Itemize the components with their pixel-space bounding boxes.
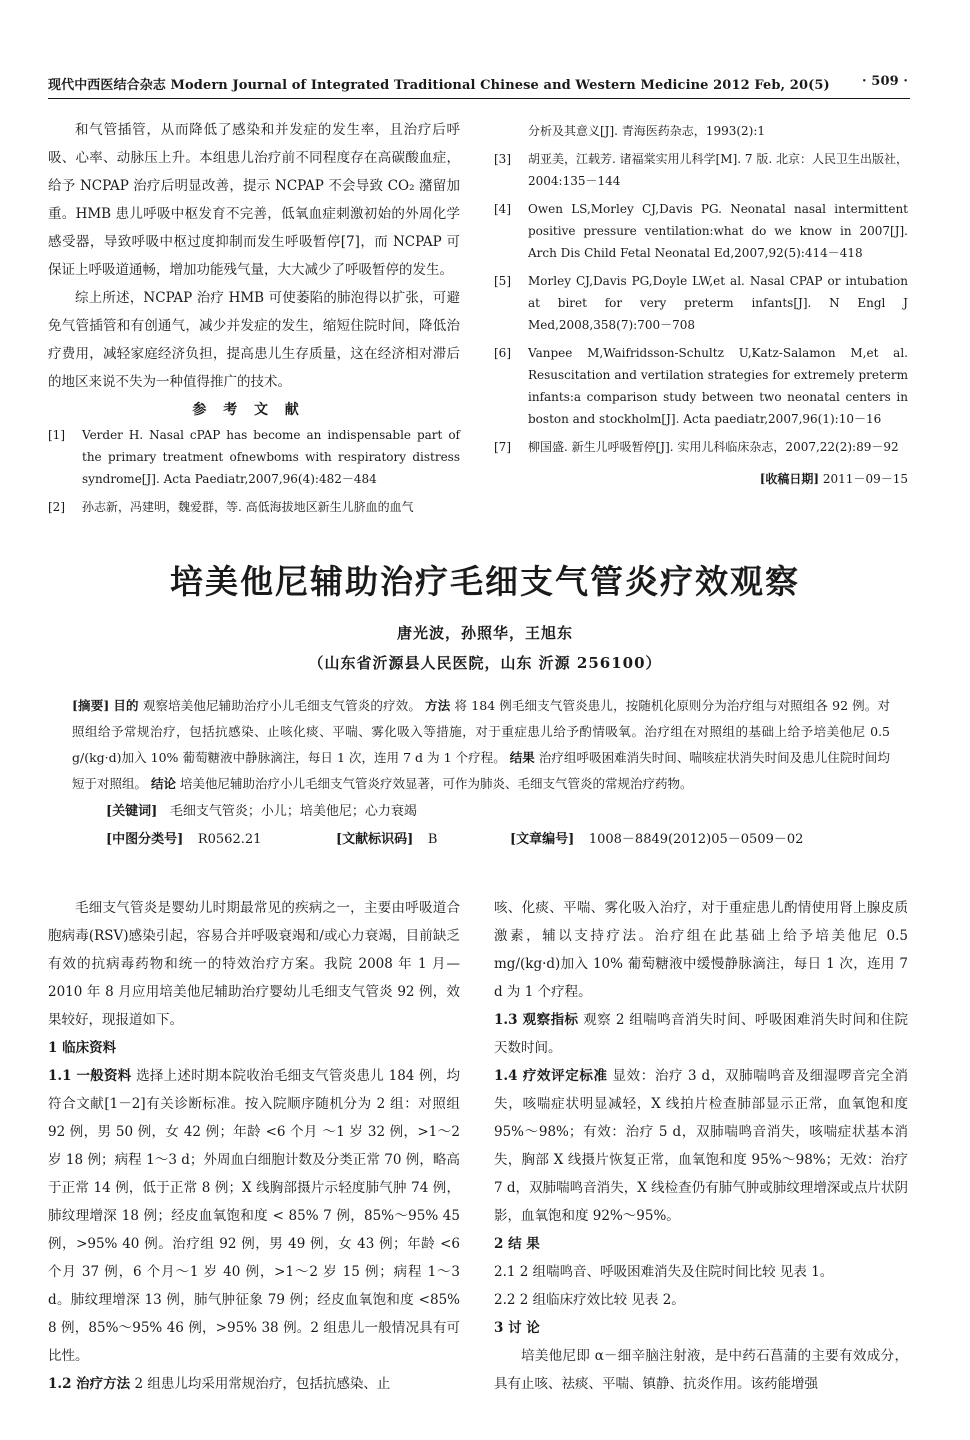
received-label: [收稿日期] <box>759 472 820 486</box>
subsection-heading: 1.2 治疗方法 <box>48 1376 131 1392</box>
reference-number: [5] <box>494 274 511 288</box>
clc-label: [中图分类号] <box>106 832 184 847</box>
subsection-1-2 <box>48 1370 460 1398</box>
section-heading: 3 讨 论 <box>494 1320 540 1336</box>
reference-text: 胡亚美，江载芳. 诸福棠实用儿科学[M]. 7 版. 北京：人民卫生出版社，2004:135－144 <box>528 152 908 188</box>
article-number-value: 1008－8849(2012)05－0509－02 <box>588 832 804 847</box>
doc-code <box>336 828 437 847</box>
references-title: 参考文献 <box>192 402 316 418</box>
prev-paragraph: 和气管插管，从而降低了感染和并发症的发生率，且治疗后呼吸、心率、动脉压上升。本组患儿治疗前不同程度存在高碳酸血症，给予 NCPAP 治疗后明显改善，提示 NCPAP 不会导致 CO₂ 潴留加重。HMB 患儿呼吸中枢发育不完善，低氧血症刺激初始的外周化学感受器，导致呼吸中枢过度抑制而发生呼吸暂停[7]，而 NCPAP 可保证上呼吸道通畅，增加功能残气量，大大减少了呼吸暂停的发生。 <box>48 122 460 278</box>
subsection-1-1 <box>48 1062 460 1370</box>
header-rule <box>48 98 910 99</box>
article-title: 培美他尼辅助治疗毛细支气管炎疗效观察 <box>170 562 800 601</box>
doc-code-label: [文献标识码] <box>336 832 414 847</box>
reference-number: [6] <box>494 346 511 360</box>
received-date <box>494 470 908 487</box>
running-header <box>48 74 908 93</box>
keywords-label: [关键词] <box>106 804 158 819</box>
method-label: 方法 <box>425 698 451 713</box>
subsection-heading: 1.3 观察指标 <box>494 1012 579 1028</box>
article-number-label: [文章编号] <box>510 832 575 847</box>
reference-number: [7] <box>494 440 511 454</box>
discussion-paragraph: 培美他尼即 α－细辛脑注射液，是中药石菖蒲的主要有效成分，具有止咳、祛痰、平喘、镇静、抗炎作用。该药能增强 <box>494 1348 908 1392</box>
reference-text: Verder H. Nasal cPAP has become an indispensable part of the primary treatment ofnewboms with respiratory distress syndrome[J]. Acta Paediatr,2007,96(4):482－484 <box>82 428 460 486</box>
received-value: 2011－09－15 <box>822 472 908 486</box>
subsection-text: 2 组患儿均采用常规治疗，包括抗感染、止 <box>134 1376 391 1392</box>
subsection-2-1: 2.1 2 组喘鸣音、呼吸困难消失及住院时间比较 见表 1。 <box>494 1264 834 1280</box>
subsection-heading: 1.1 一般资料 <box>48 1068 132 1084</box>
reference-text: Owen LS,Morley CJ,Davis PG. Neonatal nasal intermittent positive pressure ventilation:what do we know in 2007[J]. Arch Dis Child Fetal Neonatal Ed,2007,92(5):414－418 <box>528 202 908 260</box>
doc-code-value: B <box>427 832 438 847</box>
reference-item <box>48 424 460 490</box>
subsection-text: 选择上述时期本院收治毛细支气管炎患儿 184 例，均符合文献[1－2]有关诊断标准。按入院顺序随机分为 2 组：对照组 92 例，男 50 例，女 42 例；年龄 <6 个月 ～1 岁 32 例，>1～2 岁 18 例；病程 1～3 d；外周血白细胞计数及分类正常 70 例，略高于正常 14 例，低于正常 8 例；X 线胸部摄片示轻度肺气肿 74 例，肺纹理增深 18 例；经皮血氧饱和度 < 85% 7 例，85%～95% 45 例，>95% 40 例。治疗组 92 例，男 49 例，女 43 例；年龄 <6 个月 37 例，6 个月～1 岁 40 例，>1～2 岁 15 例；病程 1～3 d。肺纹理增深 13 例，肺气肿征象 79 例；经皮血氧饱和度 <85% 8 例，85%～95% 46 例，>95% 38 例。2 组患儿一般情况具有可比性。 <box>48 1068 461 1364</box>
abstract <box>72 693 890 797</box>
reference-item <box>494 270 908 336</box>
result-text: 治疗组呼吸困难消失时间、喘咳症状消失时间及患儿住院时间均短于对照组。 <box>72 750 890 791</box>
objective-text: 观察培美他尼辅助治疗小儿毛细支气管炎的疗效。 <box>142 698 421 713</box>
article-number <box>510 828 803 847</box>
reference-item <box>494 148 908 192</box>
reference-number: [4] <box>494 202 511 216</box>
section-heading: 1 临床资料 <box>48 1040 117 1056</box>
reference-number: [2] <box>48 500 65 514</box>
body-right-column <box>494 894 908 1398</box>
subsection-text: 显效：治疗 3 d，双肺喘鸣音及细湿啰音完全消失，咳喘症状明显减轻，X 线拍片检查肺部显示正常，血氧饱和度 95%～98%；有效：治疗 5 d，双肺喘鸣音消失，咳喘症状基本消失，胸部 X 线摄片恢复正常，血氧饱和度 95%～98%；无效：治疗 7 d，双肺喘鸣音消失，X 线检查仍有肺气肿或肺纹理增深或点片状阴影，血氧饱和度 92%～95%。 <box>494 1068 908 1224</box>
objective-label: 目的 <box>113 698 139 713</box>
reference-item <box>494 342 908 430</box>
body-left-column <box>48 894 460 1398</box>
treatment-continued: 咳、化痰、平喘、雾化吸入治疗，对于重症患儿酌情使用肾上腺皮质激素，辅以支持疗法。治疗组在此基础上给予培美他尼 0.5 mg/(kg·d)加入 10% 葡萄糖液中缓慢静脉滴注，每日 1 次，连用 7 d 为 1 个疗程。 <box>494 900 908 1000</box>
reference-text: Morley CJ,Davis PG,Doyle LW,et al. Nasal CPAP or intubation at biret for very preterm infants[J]. N Engl J Med,2008,358(7):700－708 <box>528 274 908 332</box>
subsection-1-4 <box>494 1062 908 1230</box>
conclusion-text: 培美他尼辅助治疗小儿毛细支气管炎疗效显著，可作为肺炎、毛细支气管炎的常规治疗药物。 <box>180 776 693 791</box>
page-number: · 509 · <box>862 74 908 89</box>
article-authors: 唐光波，孙照华，王旭东 <box>396 624 573 642</box>
journal-header: 现代中西医结合杂志 Modern Journal of Integrated Traditional Chinese and Western Medicine 2012 Feb, 20(5) <box>48 78 830 93</box>
clc-number <box>106 828 261 847</box>
reference-item <box>494 198 908 264</box>
reference-text: 柳国盛. 新生儿呼吸暂停[J]. 实用儿科临床杂志，2007,22(2):89－92 <box>528 440 899 454</box>
prev-article-left-column <box>48 116 460 524</box>
reference-item <box>494 436 908 458</box>
section-heading: 2 结 果 <box>494 1236 540 1252</box>
abstract-label: [摘要] <box>72 698 110 713</box>
keywords-text: 毛细支气管炎；小儿；培美他尼；心力衰竭 <box>169 804 417 819</box>
clc-value: R0562.21 <box>197 832 262 847</box>
reference-number: [1] <box>48 428 65 442</box>
subsection-heading: 1.4 疗效评定标准 <box>494 1068 608 1084</box>
subsection-2-2: 2.2 2 组临床疗效比较 见表 2。 <box>494 1292 685 1308</box>
reference-text: Vanpee M,Waifridsson-Schultz U,Katz-Salamon M,et al. Resuscitation and vertilation strategies for extremely preterm infants:a comparison study between two neonatal centers in boston and stockholm[J]. Acta paediatr,2007,96(1):10－16 <box>528 346 908 426</box>
article-affiliation: （山东省沂源县人民医院，山东 沂源 256100） <box>308 654 662 672</box>
reference-item <box>494 120 908 142</box>
result-label: 结果 <box>509 750 535 765</box>
prev-article-right-column <box>494 120 908 487</box>
subsection-1-3 <box>494 1006 908 1062</box>
reference-text: 孙志新，冯建明，魏爱群，等. 高低海拔地区新生儿脐血的血气 <box>82 500 414 514</box>
keywords <box>106 800 417 819</box>
conclusion-label: 结论 <box>151 776 177 791</box>
reference-text: 分析及其意义[J]. 青海医药杂志，1993(2):1 <box>528 124 766 138</box>
subsection-text: 观察 2 组喘鸣音消失时间、呼吸困难消失时间和住院天数时间。 <box>494 1012 909 1056</box>
reference-number: [3] <box>494 152 511 166</box>
intro-paragraph: 毛细支气管炎是婴幼儿时期最常见的疾病之一，主要由呼吸道合胞病毒(RSV)感染引起，容易合并呼吸衰竭和/或心力衰竭，目前缺乏有效的抗病毒药物和统一的特效治疗方案。我院 2008 年 1 月—2010 年 8 月应用培美他尼辅助治疗婴幼儿毛细支气管炎 92 例，效果较好，现报道如下。 <box>48 900 460 1028</box>
method-text: 将 184 例毛细支气管炎患儿，按随机化原则分为治疗组与对照组各 92 例。对照组给予常规治疗，包括抗感染、止咳化痰、平喘、雾化吸入等措施，对于重症患儿给予酌情吸氧。治疗组在对照组的基础上给予培美他尼 0.5 g/(kg·d)加入 10% 葡萄糖液中静脉滴注，每日 1 次，连用 7 d 为 1 个疗程。 <box>72 698 890 765</box>
reference-item <box>48 496 460 518</box>
prev-paragraph: 综上所述，NCPAP 治疗 HMB 可使萎陷的肺泡得以扩张，可避免气管插管和有创通气，减少并发症的发生，缩短住院时间，降低治疗费用，减轻家庭经济负担，提高患儿生存质量，这在经济相对滞后的地区来说不失为一种值得推广的技术。 <box>48 290 460 390</box>
